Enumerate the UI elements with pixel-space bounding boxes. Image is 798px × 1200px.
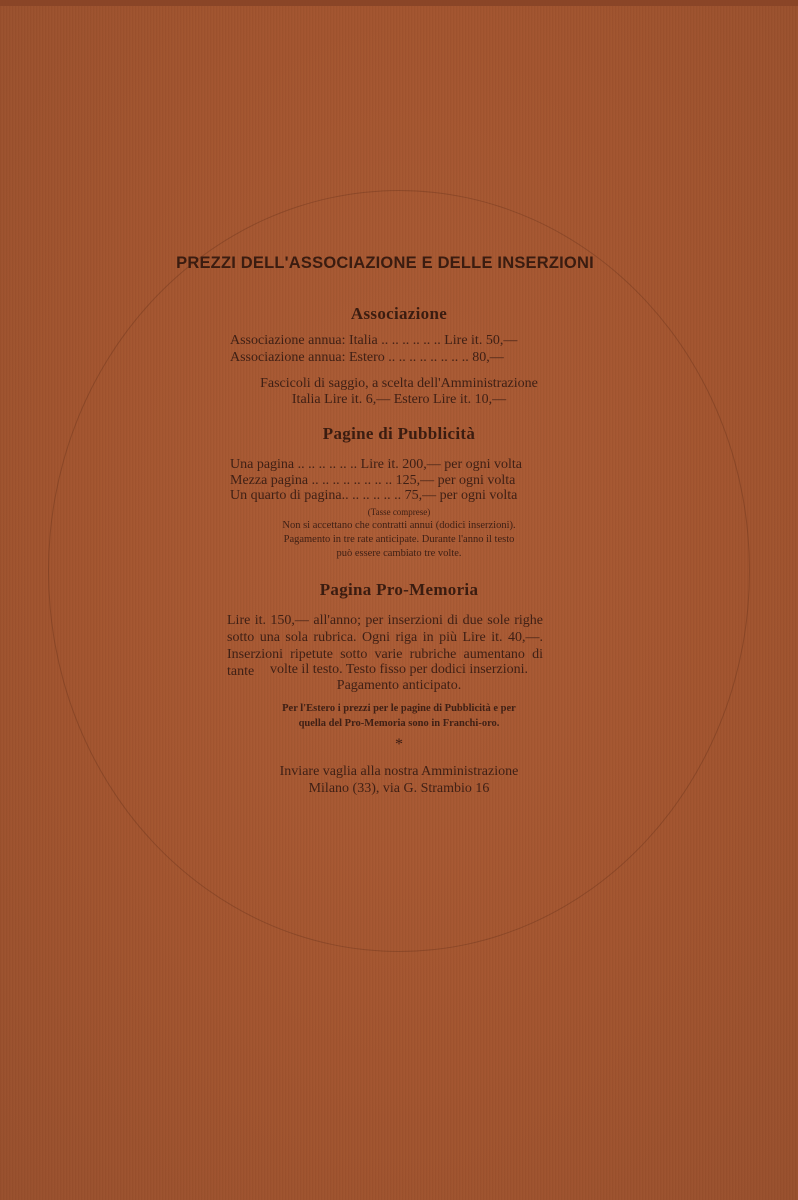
estero-line-1: Per l'Estero i prezzi per le pagine di Pubblicità e per bbox=[282, 703, 516, 714]
associazione-row-estero: Associazione annua: Estero .. .. .. .. .. .. .. .. 80,— bbox=[230, 350, 504, 365]
fascicoli-line-1: Fascicoli di saggio, a scelta dell'Amministrazione bbox=[260, 376, 538, 391]
pubblicita-row-quarto: Un quarto di pagina.. .. .. .. .. .. 75,— per ogni volta bbox=[230, 488, 518, 503]
fascicoli-line-2: Italia Lire it. 6,— Estero Lire it. 10,— bbox=[291, 392, 507, 407]
associazione-row-italia: Associazione annua: Italia .. .. .. .. .. .. Lire it. 50,— bbox=[230, 333, 518, 348]
estero-line-2: quella del Pro-Memoria sono in Franchi-oro. bbox=[298, 718, 500, 729]
pubblicita-note-1: Non si accettano che contratti annui (dodici inserzioni). bbox=[282, 520, 516, 531]
associazione-heading: Associazione bbox=[350, 304, 448, 323]
promemoria-line-2: Pagamento anticipato. bbox=[336, 678, 462, 693]
pubblicita-row-mezza: Mezza pagina .. .. .. .. .. .. .. .. 125,— per ogni volta bbox=[230, 473, 516, 488]
pubblicita-heading: Pagine di Pubblicità bbox=[322, 424, 476, 443]
page-top-edge bbox=[0, 0, 798, 6]
promemoria-line-1: volte il testo. Testo fisso per dodici inserzioni. bbox=[269, 662, 529, 677]
pubblicita-note-3: può essere cambiato tre volte. bbox=[336, 548, 462, 559]
pubblicita-row-pagina: Una pagina .. .. .. .. .. .. Lire it. 200,— per ogni volta bbox=[230, 457, 522, 472]
pubblicita-note-2: Pagamento in tre rate anticipate. Durante l'anno il testo bbox=[283, 534, 515, 545]
inviare-line-1: Inviare vaglia alla nostra Amministrazione bbox=[279, 764, 519, 779]
page-title: PREZZI DELL'ASSOCIAZIONE E DELLE INSERZIONI bbox=[176, 254, 594, 272]
promemoria-paragraph: Lire it. 150,— all'anno; per inserzioni di due sole righe sotto una sola rubrica. Ogni riga in più Lire it. 40,—. Inserzioni ripetute sotto varie rubriche aumentano di tante bbox=[227, 613, 543, 679]
tasse-note: (Tasse comprese) bbox=[367, 507, 431, 517]
inviare-line-2: Milano (33), via G. Strambio 16 bbox=[308, 781, 490, 796]
asterism-divider: * bbox=[395, 736, 403, 753]
promemoria-heading: Pagina Pro-Memoria bbox=[319, 580, 479, 599]
